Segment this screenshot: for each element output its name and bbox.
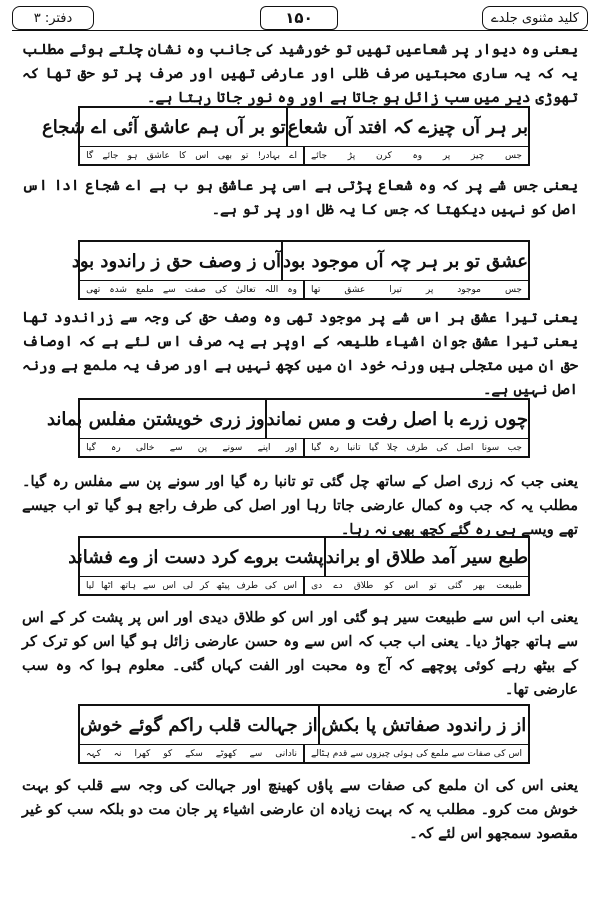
translation-word: وہ — [287, 284, 297, 295]
translation-word: خالی — [135, 442, 155, 453]
translation-word: کھوٹے — [215, 748, 237, 759]
translation-word: دے — [333, 580, 343, 591]
page-number: ۱۵۰ — [260, 6, 338, 30]
translation-word: عاشق — [146, 150, 170, 161]
translation-word: کی — [416, 748, 428, 759]
translation-word: تیرا — [389, 284, 402, 295]
translation-word: کی — [214, 284, 227, 295]
translation-word: جس — [504, 284, 522, 295]
verse-box-1 — [41, 106, 530, 166]
book-title: کلید مثنوی جلدے — [482, 6, 588, 30]
translation-word: سے — [169, 442, 183, 453]
translation-word: ملمع — [430, 748, 449, 759]
translation-word: چیزوں — [366, 748, 391, 759]
translation-word: کو — [384, 580, 394, 591]
translation-word: اس — [404, 580, 419, 591]
translation-word: اس — [283, 580, 297, 591]
header-rule — [12, 30, 588, 31]
translation-word: اس — [195, 150, 209, 161]
translation-word: گئی — [447, 580, 463, 591]
translation-word: چیز — [471, 150, 485, 161]
translation-word: لی — [182, 580, 194, 591]
verse-box-3 — [46, 398, 530, 458]
translation-word: کر — [199, 580, 210, 591]
translation-word: سے — [249, 748, 263, 759]
translation-word: تھا — [311, 284, 321, 295]
translation-word: بہادر! — [257, 150, 281, 161]
translation-word: موجود — [457, 284, 481, 295]
translation-word: ہٹالے — [311, 748, 330, 759]
verse-box-4 — [68, 536, 530, 596]
translation-word: وہ — [412, 150, 423, 161]
translation-word: بھر — [473, 580, 486, 591]
verse-4-right-translation — [305, 577, 528, 594]
translation-word: پر — [425, 284, 434, 295]
verse-1-right-translation — [305, 147, 528, 164]
translation-word: کی — [493, 748, 506, 759]
translation-word: طرف — [236, 580, 259, 591]
translation-word: پن — [197, 442, 208, 453]
translation-word: تعالیٰ — [235, 284, 256, 295]
page-header — [12, 6, 588, 32]
translation-word: سونا — [481, 442, 500, 453]
translation-word: کہہ — [86, 748, 101, 759]
verse-1-right-hemistich: بر ہر آں چیزے کہ افتد آں شعاع — [287, 116, 528, 138]
translation-word: کا — [179, 150, 187, 161]
translation-word: رہ — [329, 442, 339, 453]
translation-word: ہوئی — [393, 748, 414, 759]
translation-word: سونے — [222, 442, 243, 453]
translation-word: تانبا — [347, 442, 361, 453]
translation-word: دی — [311, 580, 323, 591]
verse-5-right-translation — [305, 745, 528, 762]
commentary-paragraph-2: یعنی جس شے پر کہ وہ شعاع پڑتی ہے اسی پر عاشق ہو ب ہے اے شجاع ادا اس اصل کو نہیں دیکھتا کہ جس کا یہ ظل اور پر تو ہے۔ — [22, 177, 578, 218]
commentary-paragraph-1: یعنی وہ دیوار پر شعاعیں تھیں تو خورشید کی جانب وہ نشان چلتے ہوئے مطلب یہ کہ یہ ساری محبتیں صرف ظلی اور عارضی تھیں اور صرف پر تو حق تھا کہ تھوڑی دیر میں سب زائل ہو جاتا ہے اور وہ نور جاتا رہتا ہے۔ — [22, 41, 578, 106]
translation-word: گیا — [86, 442, 96, 453]
verse-2-left-translation — [80, 281, 305, 298]
translation-word: تو — [241, 150, 249, 161]
translation-word: نادانی — [275, 748, 297, 759]
translation-word: کرن — [375, 150, 392, 161]
translation-word: کو — [163, 748, 173, 759]
verse-box-2 — [71, 240, 530, 300]
translation-word: اے — [289, 150, 297, 161]
verse-3-right-hemistich: چوں زرے با اصل رفت و مس نماند — [266, 408, 528, 430]
verse-1-left-translation — [80, 147, 305, 164]
translation-word: سے — [451, 748, 465, 759]
translation-word: بھی — [217, 150, 233, 161]
translation-word: جائے — [102, 150, 119, 161]
verse-4-right-hemistich: طبع سیر آمد طلاق او براند — [325, 546, 528, 568]
translation-word: لیا — [86, 580, 95, 591]
translation-word: سے — [162, 284, 176, 295]
verse-5-right-hemistich: از ز راندود صفاتش پا بکش — [321, 714, 527, 736]
verse-4-left-hemistich: پشت بروے کرد دست از وے فشاند — [68, 538, 325, 576]
translation-word: اپنے — [257, 442, 271, 453]
translation-word: اس — [508, 748, 522, 759]
verse-5-left-hemistich: از جہالت قلب راکم گوئے خوش — [80, 706, 320, 744]
verse-4-left-translation — [80, 577, 305, 594]
verse-5-left-translation — [80, 745, 305, 762]
verse-3-left-hemistich: وز زری خویشتن مفلس بماند — [47, 400, 267, 438]
commentary-paragraph-5: یعنی اب اس سے طبیعت سیر ہو گئی اور اس کو طلاق دیدی اور اس پر پشت کر کے اس سے ہاتھ جھاڑ دیا۔ یعنی اب جب کہ اس سے وہ حسن عارضی زائل ہو گیا اس کو ترک کر کے بیٹھ رہے کوئی پوچھے کہ آج وہ محبت اور الفت کہاں گئی۔ معلوم ہوا کہ وہ سب عارضی تھا۔ — [22, 609, 578, 698]
translation-word: صفات — [467, 748, 491, 759]
translation-word: ہو — [127, 150, 138, 161]
translation-word: چلا — [387, 442, 398, 453]
translation-word: ملمع — [136, 284, 154, 295]
translation-word: طلاق — [353, 580, 374, 591]
translation-word: شدہ — [109, 284, 127, 295]
translation-word: طبیعت — [496, 580, 522, 591]
translation-word: اور — [285, 442, 297, 453]
translation-word: تھی — [86, 284, 101, 295]
translation-word: نہ — [113, 748, 122, 759]
verse-2-right-hemistich: عشق تو بر ہر چہ آں موجود بود — [282, 250, 528, 272]
verse-2-right-translation — [305, 281, 528, 298]
translation-word: قدم — [332, 748, 348, 759]
commentary-paragraph-3: یعنی تیرا عشق ہر اس شے پر موجود تھی وہ وصف حق کی وجہ سے زراندود تھا یعنی تیرا عشق جوان اشیاء طلیعہ کے اوپر ہے یہ صرف اس لئے ہے کہ اوصاف حق ان میں متجلی ہیں ورنہ خود ان میں کچھ نہیں ہے اور صرف یہ ملمع ہے ورنہ اصل نہیں ہے۔ — [22, 309, 578, 398]
translation-word: کی — [436, 442, 449, 453]
translation-word: اللہ — [264, 284, 279, 295]
translation-word: پر — [442, 150, 451, 161]
verse-1-left-hemistich: تو بر آں ہم عاشق آئی اے شجاع — [42, 108, 288, 146]
translation-word: سے — [350, 748, 364, 759]
translation-word: ہاتھ — [119, 580, 137, 591]
translation-word: اصل — [456, 442, 474, 453]
translation-word: سکے — [185, 748, 203, 759]
translation-word: اٹھا — [101, 580, 113, 591]
translation-word: تو — [429, 580, 437, 591]
translation-word: عشق — [344, 284, 366, 295]
commentary-paragraph-4: یعنی جب کہ زری اصل کے ساتھ چل گئی تو تانبا رہ گیا اور سونے پن سے مفلس رہ گیا۔ مطلب یہ کہ جب وہ کمال عارضی جاتا رہا اور اصل کی طرف راجع ہو گیا تو اب جیسے تھے ویسے ہی رہ گئے کچھ بھی نہ رہا۔ — [22, 473, 578, 538]
translation-word: گیا — [368, 442, 379, 453]
translation-word: صفت — [184, 284, 206, 295]
translation-word: کھرا — [134, 748, 151, 759]
verse-box-5 — [78, 704, 530, 764]
translation-word: گیا — [311, 442, 321, 453]
translation-word: جس — [504, 150, 522, 161]
verse-2-left-hemistich: آں ز وصف حق ز راندود بود — [72, 242, 283, 280]
translation-word: جائے — [311, 150, 328, 161]
translation-word: کی — [264, 580, 277, 591]
translation-word: رہ — [111, 442, 121, 453]
translation-word: گا — [86, 150, 94, 161]
daftar-label: دفتر: ۳ — [12, 6, 94, 30]
commentary-paragraph-6: یعنی اس کی ان ملمع کی صفات سے پاؤں کھینچ اور جہالت کی وجہ سے قلب کو بہت خوش مت کرو۔ مطلب یہ کہ بہت زیادہ ان عارضی اشیاء پر جان مت دو بلکہ سب کو غیر مقصود سمجھو اس لئے کہ۔ — [22, 777, 578, 842]
translation-word: پیٹھ — [216, 580, 230, 591]
translation-word: پڑ — [347, 150, 356, 161]
verse-3-left-translation — [80, 439, 305, 456]
translation-word: سے — [142, 580, 156, 591]
translation-word: طرف — [406, 442, 428, 453]
translation-word: اس — [162, 580, 177, 591]
translation-word: جب — [507, 442, 522, 453]
verse-3-right-translation — [305, 439, 528, 456]
